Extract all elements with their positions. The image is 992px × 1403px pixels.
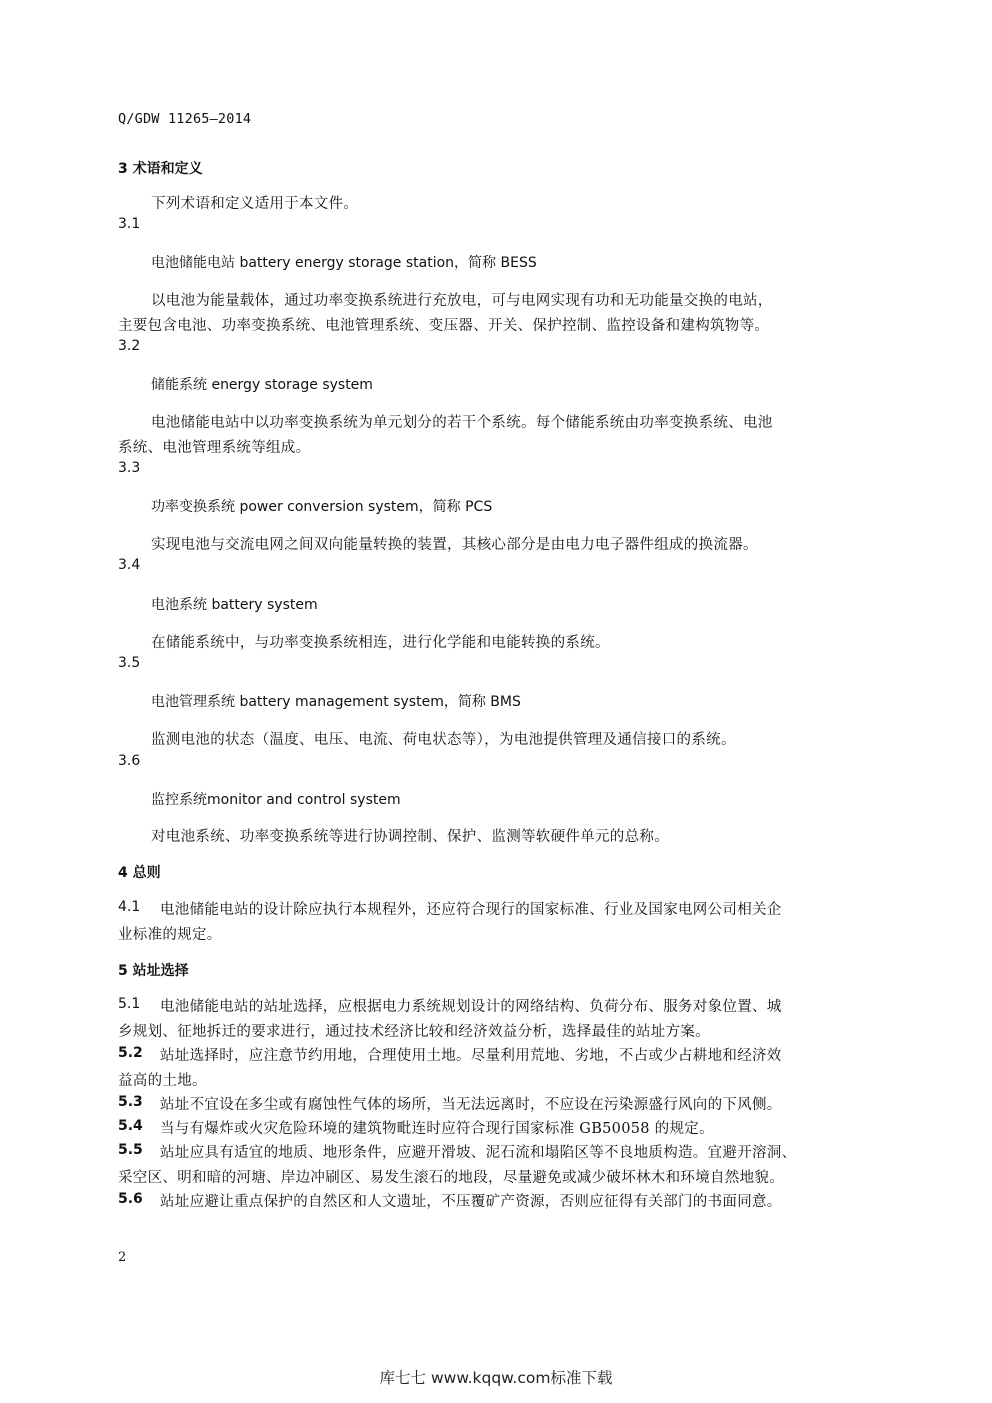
clause-5-4-number: 5.4 (118, 1118, 143, 1134)
clause-5-5-line2: 采空区、明和暗的河塘、岸边冲刷区、易发生滚石的地段，尽量避免或减少破坏林木和环境自然地貌。 (118, 1170, 784, 1186)
section-3-intro: 下列术语和定义适用于本文件。 (151, 196, 359, 212)
footer-watermark: 库七七 www.kqqw.com标准下载 (379, 1369, 613, 1387)
clause-4-1-number: 4.1 (118, 899, 141, 915)
clause-5-2-line2: 益高的土地。 (118, 1073, 207, 1089)
clause-5-5-line1: 站址应具有适宜的地质、地形条件，应避开滑坡、泥石流和塌陷区等不良地质构造。宜避开溶洞、 (160, 1145, 797, 1161)
term-3-6-definition: 对电池系统、功率变换系统等进行协调控制、保护、监测等软硬件单元的总称。 (151, 829, 669, 845)
term-3-3-name: 功率变换系统 power conversion system，简称 PCS (151, 499, 493, 515)
clause-5-2-number: 5.2 (118, 1045, 143, 1061)
term-3-1-name: 电池储能电站 battery energy storage station，简称 BESS (151, 255, 537, 271)
clause-5-3-number: 5.3 (118, 1094, 143, 1110)
clause-5-1-line2: 乡规划、征地拆迁的要求进行，通过技术经济比较和经济效益分析，选择最佳的站址方案。 (118, 1024, 710, 1040)
clause-5-3-line1: 站址不宜设在多尘或有腐蚀性气体的场所，当无法远离时，不应设在污染源盛行风向的下风侧。 (160, 1097, 782, 1113)
term-3-4-number: 3.4 (118, 557, 141, 573)
term-3-5-number: 3.5 (118, 655, 141, 671)
term-3-1-number: 3.1 (118, 216, 141, 232)
clause-5-4-line1: 当与有爆炸或火灾危险环境的建筑物毗连时应符合现行国家标准 GB50058 的规定。 (160, 1121, 714, 1137)
clause-4-1-line2: 业标准的规定。 (118, 927, 222, 943)
clause-5-2-line1: 站址选择时，应注意节约用地，合理使用土地。尽量利用荒地、劣地，不占或少占耕地和经济效 (160, 1048, 782, 1064)
term-3-6-number: 3.6 (118, 753, 141, 769)
section-5-title: 5 站址选择 (118, 963, 189, 979)
term-3-5-definition: 监测电池的状态（温度、电压、电流、荷电状态等），为电池提供管理及通信接口的系统。 (151, 732, 736, 748)
term-3-2-name: 储能系统 energy storage system (151, 377, 373, 393)
term-3-2-number: 3.2 (118, 338, 141, 354)
clause-5-6-line1: 站址应避让重点保护的自然区和人文遗址，不压覆矿产资源，否则应征得有关部门的书面同意。 (160, 1194, 782, 1210)
term-3-4-definition: 在储能系统中，与功率变换系统相连，进行化学能和电能转换的系统。 (151, 635, 610, 651)
clause-5-5-number: 5.5 (118, 1142, 143, 1158)
term-3-4-name: 电池系统 battery system (151, 597, 318, 613)
term-3-3-definition: 实现电池与交流电网之间双向能量转换的装置，其核心部分是由电力电子器件组成的换流器。 (151, 537, 758, 553)
term-3-1-definition-line2: 主要包含电池、功率变换系统、电池管理系统、变压器、开关、保护控制、监控设备和建构筑物等。 (118, 318, 770, 334)
section-4-title: 4 总则 (118, 865, 161, 881)
term-3-1-definition-line1: 以电池为能量载体，通过功率变换系统进行充放电，可与电网实现有功和无功能量交换的电站， (151, 293, 773, 309)
term-3-2-definition-line1: 电池储能电站中以功率变换系统为单元划分的若干个系统。每个储能系统由功率变换系统、电池 (151, 415, 773, 431)
page-number: 2 (118, 1250, 127, 1265)
term-3-5-name: 电池管理系统 battery management system，简称 BMS (151, 694, 521, 710)
clause-4-1-line1: 电池储能电站的设计除应执行本规程外，还应符合现行的国家标准、行业及国家电网公司相关企 (160, 902, 782, 918)
term-3-3-number: 3.3 (118, 460, 141, 476)
clause-5-1-number: 5.1 (118, 996, 141, 1012)
term-3-2-definition-line2: 系统、电池管理系统等组成。 (118, 440, 311, 456)
term-3-6-name: 监控系统monitor and control system (151, 792, 401, 808)
clause-5-6-number: 5.6 (118, 1191, 143, 1207)
clause-5-1-line1: 电池储能电站的站址选择，应根据电力系统规划设计的网络结构、负荷分布、服务对象位置、城 (160, 999, 782, 1015)
section-3-title: 3 术语和定义 (118, 161, 203, 177)
doc-code: Q/GDW 11265—2014 (118, 111, 252, 127)
